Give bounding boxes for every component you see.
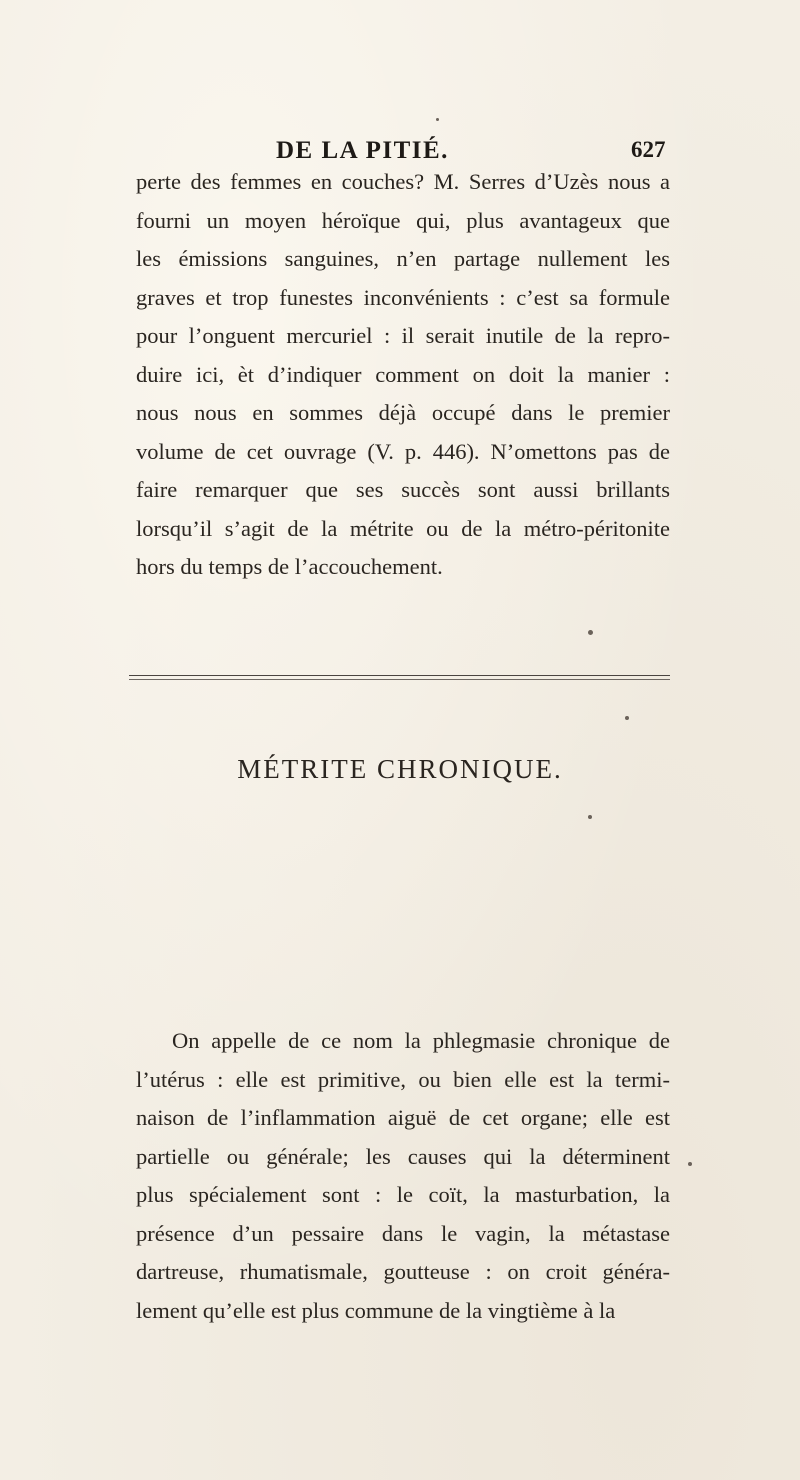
text-line: hors du temps de l’accouchement.	[136, 554, 443, 579]
text-line: pour l’onguent mercuriel : il serait inutile de la repro-	[136, 323, 670, 348]
text-line: plus spécialement sont : le coït, la masturbation, la	[136, 1182, 670, 1207]
text-line: graves et trop funestes inconvénients : c’est sa formule	[136, 284, 670, 310]
text-line: faire remarquer que ses succès sont aussi brillants	[136, 477, 670, 502]
ink-speck	[588, 815, 592, 819]
text-line: lement qu’elle est plus commune de la vingtième à la	[136, 1297, 616, 1323]
text-line: volume de cet ouvrage (V. p. 446). N’omettons pas de	[136, 438, 670, 464]
text-line: On appelle de ce nom la phlegmasie chronique de	[172, 1028, 670, 1053]
text-line: dartreuse, rhumatismale, goutteuse : on croit généra-	[136, 1259, 670, 1284]
text-line: duire ici, èt d’indiquer comment on doit la manier :	[136, 361, 670, 387]
text-line: nous nous en sommes déjà occupé dans le premier	[136, 400, 670, 425]
ink-speck	[436, 118, 439, 121]
text-line: fourni un moyen héroïque qui, plus avantageux que	[136, 207, 670, 233]
ink-speck	[688, 1162, 692, 1166]
text-line: perte des femmes en couches? M. Serres d’Uzès nous a	[136, 169, 670, 194]
ink-speck	[588, 630, 593, 635]
text-line: naison de l’inflammation aiguë de cet organe; elle est	[136, 1105, 670, 1130]
text-line: présence d’un pessaire dans le vagin, la métastase	[136, 1220, 670, 1246]
text-line: lorsqu’il s’agit de la métrite ou de la métro-péritonite	[136, 515, 670, 541]
paragraph-continuation	[136, 163, 670, 587]
section-divider-rule	[129, 675, 670, 681]
text-line: partielle ou générale; les causes qui la déterminent	[136, 1143, 670, 1169]
paragraph-metrite-chronique	[136, 1022, 670, 1330]
section-heading: MÉTRITE CHRONIQUE.	[237, 754, 563, 784]
text-line: l’utérus : elle est primitive, ou bien elle est la termi-	[136, 1066, 670, 1092]
page-number: 627	[631, 137, 666, 162]
ink-speck	[625, 716, 629, 720]
text-line: les émissions sanguines, n’en partage nullement les	[136, 246, 670, 271]
running-title: DE LA PITIÉ.	[276, 137, 449, 164]
